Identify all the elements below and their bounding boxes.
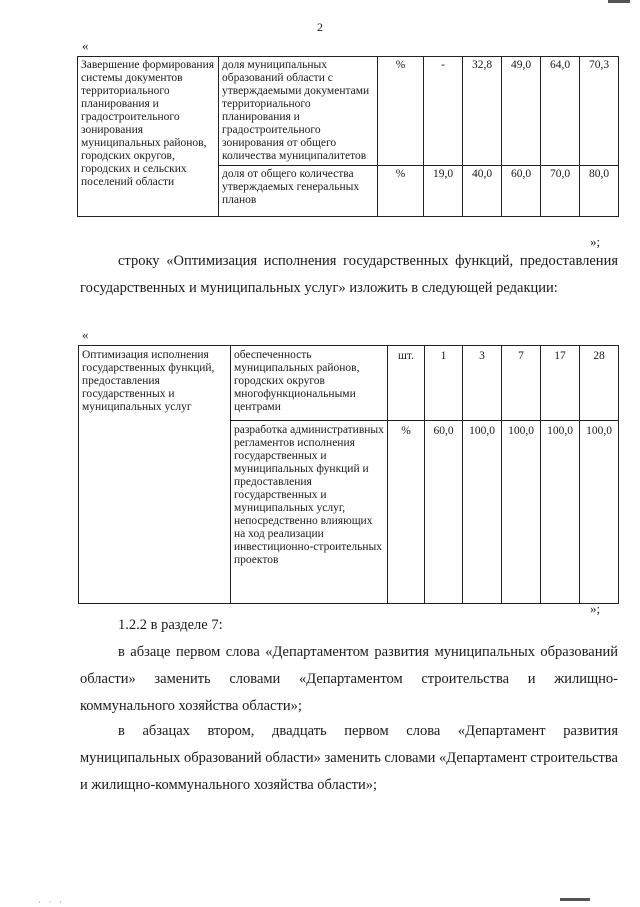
value-cell: 60,0 bbox=[425, 421, 463, 604]
value-cell: 3 bbox=[463, 346, 502, 421]
value-cell: 28 bbox=[580, 346, 619, 421]
page-number: 2 bbox=[317, 20, 323, 34]
unit-cell: % bbox=[378, 166, 424, 217]
value-cell: 17 bbox=[541, 346, 580, 421]
value-cell: 100,0 bbox=[541, 421, 580, 604]
opening-quote: « bbox=[82, 38, 89, 53]
value-cell: 100,0 bbox=[502, 421, 541, 604]
value-cell: 70,3 bbox=[580, 57, 619, 166]
value-cell: 100,0 bbox=[580, 421, 619, 604]
intro-paragraph: строку «Оптимизация исполнения государственных функций, предоставления государственных и муниципальных услуг» изложить в следующей редакции: bbox=[80, 253, 618, 296]
section-heading: 1.2.2 в разделе 7: bbox=[118, 617, 223, 633]
scan-mark-top bbox=[608, 0, 630, 3]
indicator-cell: доля от общего количества утверждаемых генеральных планов bbox=[219, 166, 378, 217]
amendment-paragraph-1: в абзаце первом слова «Департаментом развития муниципальных образований области» заменить словами «Департаментом строительства и жилищно-коммунального хозяйства области»; bbox=[80, 644, 618, 714]
value-cell: 40,0 bbox=[463, 166, 502, 217]
indicators-table-1 bbox=[77, 56, 619, 217]
value-cell: 7 bbox=[502, 346, 541, 421]
value-cell: - bbox=[424, 57, 463, 166]
value-cell: 49,0 bbox=[502, 57, 541, 166]
table-row bbox=[78, 57, 619, 166]
value-cell: 80,0 bbox=[580, 166, 619, 217]
unit-cell: % bbox=[388, 421, 425, 604]
opening-quote: « bbox=[82, 327, 89, 342]
indicator-cell: обеспеченность муниципальных районов, городских округов многофункциональными центрами bbox=[231, 346, 388, 421]
amendment-paragraph-2: в абзацах втором, двадцать первом слова «Департамент развития муниципальных образований области» заменить словами «Департамент строительства и жилищно-коммунального хозяйства области»; bbox=[80, 723, 618, 793]
value-cell: 1 bbox=[425, 346, 463, 421]
value-cell: 100,0 bbox=[463, 421, 502, 604]
scan-mark-bottom-left: · · · bbox=[38, 898, 65, 907]
table-row bbox=[79, 346, 619, 421]
scan-mark-bottom-right bbox=[560, 898, 590, 901]
value-cell: 64,0 bbox=[541, 57, 580, 166]
goal-cell: Оптимизация исполнения государственных функций, предоставления государственных и муниципальных услуг bbox=[79, 346, 231, 604]
value-cell: 19,0 bbox=[424, 166, 463, 217]
indicator-cell: разработка административных регламентов исполнения государственных и муниципальных функций и предоставления государственных и муниципальных услуг, непосредственно влияющих на ход реализации инвестиционно-строительных проектов bbox=[231, 421, 388, 604]
goal-cell: Завершение формирования системы документов территориального планирования и градостроительного зонирования муниципальных районов, городских округов, городских и сельских поселений области bbox=[78, 57, 219, 217]
closing-quote: »; bbox=[590, 234, 601, 249]
value-cell: 32,8 bbox=[463, 57, 502, 166]
indicator-cell: доля муниципальных образований области с утверждаемыми документами территориального планирования и градостроительного зонирования от общего количества муниципалитетов bbox=[219, 57, 378, 166]
value-cell: 60,0 bbox=[502, 166, 541, 217]
closing-quote: »; bbox=[590, 601, 601, 616]
unit-cell: % bbox=[378, 57, 424, 166]
indicators-table-2 bbox=[78, 345, 619, 604]
value-cell: 70,0 bbox=[541, 166, 580, 217]
unit-cell: шт. bbox=[388, 346, 425, 421]
